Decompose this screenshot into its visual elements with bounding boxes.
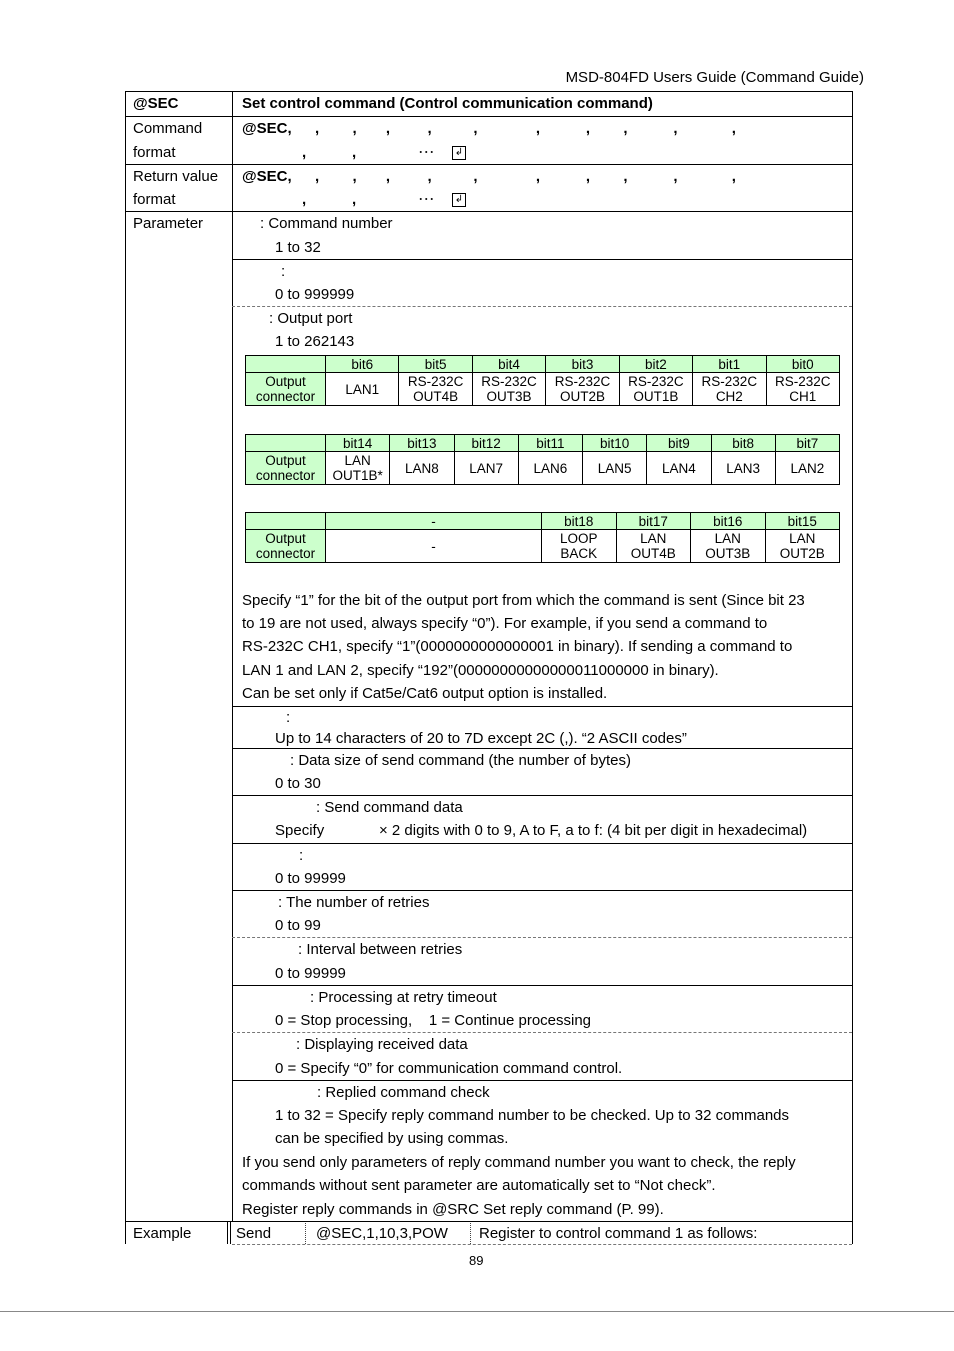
bit-header: bit15	[765, 513, 840, 530]
bit-header: -	[326, 513, 542, 530]
param-divider	[232, 937, 852, 938]
command-title: Set control command (Control communication command)	[242, 95, 653, 112]
param-description: : Data size of send command (the number of bytes)	[290, 752, 631, 769]
param-range: Specify	[275, 822, 325, 839]
connector-cell: LAN2	[775, 452, 839, 485]
bit-header: bit14	[326, 435, 390, 452]
bit-header: bit5	[399, 356, 472, 373]
command-name: @SEC	[133, 95, 179, 112]
divider	[125, 164, 852, 165]
connector-cell: RS-232C OUT3B	[472, 373, 545, 406]
note-line: commands without sent parameter are automatically set to “Not check”.	[242, 1177, 716, 1194]
param-divider	[232, 1032, 852, 1033]
footer-rule	[0, 1311, 954, 1312]
divider	[125, 1221, 852, 1222]
param-range: 1 to 32 = Specify reply command number to be checked. Up to 32 commands	[275, 1107, 790, 1124]
connector-cell: LAN4	[647, 452, 711, 485]
param-range: 1 to 32	[275, 239, 321, 256]
bit-header: bit6	[326, 356, 399, 373]
connector-cell: LOOP BACK	[542, 530, 617, 563]
connector-cell: LAN1	[326, 373, 399, 406]
bit-header: bit10	[583, 435, 647, 452]
bit-table	[245, 512, 840, 563]
connector-cell: RS-232C OUT1B	[619, 373, 692, 406]
connector-cell: LAN3	[711, 452, 775, 485]
column-divider	[227, 1221, 228, 1244]
param-description: : The number of retries	[278, 894, 430, 911]
parameter-label: Parameter	[133, 215, 204, 232]
return-format-label: format	[133, 191, 176, 208]
format-separators: , , , , , , , , , ,	[315, 168, 736, 185]
param-divider	[232, 1080, 852, 1081]
connector-cell: LAN OUT2B	[765, 530, 840, 563]
param-range: × 2 digits with 0 to 9, A to F, a to f: (4 bit per digit in hexadecimal)	[379, 822, 808, 839]
param-description: : Command number	[260, 215, 393, 232]
format-separators: , ,	[302, 191, 357, 208]
format-prefix: @SEC,	[242, 120, 292, 137]
bit-header-blank	[246, 513, 326, 530]
return-icon: ↲	[452, 146, 466, 160]
divider	[232, 1244, 852, 1245]
param-range: 0 to 99	[275, 917, 321, 934]
note-line: to 19 are not used, always specify “0”). For example, if you send a command to	[242, 615, 768, 632]
param-divider	[232, 843, 852, 844]
param-description: :	[286, 709, 291, 726]
param-description: : Displaying received data	[296, 1036, 468, 1053]
param-range: 1 to 262143	[275, 333, 355, 350]
example-divider	[470, 1223, 471, 1244]
row-label: Output connector	[246, 373, 326, 406]
page-number: 89	[469, 1253, 484, 1268]
format-separators: , ,	[302, 144, 357, 161]
bit-header: bit7	[775, 435, 839, 452]
command-format-label: format	[133, 144, 176, 161]
bit-header: bit18	[542, 513, 617, 530]
note-line: Register reply commands in @SRC Set reply command (P. 99).	[242, 1201, 664, 1218]
param-range: 0 to 30	[275, 775, 321, 792]
connector-cell: RS-232C OUT2B	[546, 373, 619, 406]
divider	[125, 116, 852, 117]
example-command: @SEC,1,10,3,POW	[316, 1225, 448, 1242]
page-header: MSD-804FD Users Guide (Command Guide)	[565, 69, 864, 86]
connector-cell: RS-232C CH1	[766, 373, 839, 406]
note-line: RS-232C CH1, specify “1”(0000000000000001 in binary). If sending a command to	[242, 638, 793, 655]
return-format-label: Return value	[133, 168, 219, 185]
example-direction: Send	[236, 1225, 272, 1242]
note-line: LAN 1 and LAN 2, specify “192”(00000000000000011000000 in binary).	[242, 662, 719, 679]
param-range: Up to 14 characters of 20 to 7D except 2C (,). “2 ASCII codes”	[275, 730, 687, 747]
note-line: Specify “1” for the bit of the output port from which the command is sent (Since bit 23	[242, 592, 805, 609]
param-range: can be specified by using commas.	[275, 1130, 509, 1147]
format-separators: , , , , , , , , , ,	[315, 120, 736, 137]
return-icon: ↲	[452, 193, 466, 207]
param-description: : Send command data	[316, 799, 463, 816]
bit-header: bit3	[546, 356, 619, 373]
bit-header: bit4	[472, 356, 545, 373]
command-format-label: Command	[133, 120, 203, 137]
param-divider	[232, 985, 852, 986]
param-description: :	[281, 263, 286, 280]
connector-cell: LAN7	[454, 452, 518, 485]
bit-header-blank	[246, 356, 326, 373]
connector-cell: LAN OUT4B	[616, 530, 691, 563]
param-range: 0 to 99999	[275, 965, 346, 982]
param-divider	[232, 890, 852, 891]
bit-header: bit12	[454, 435, 518, 452]
param-divider	[232, 748, 852, 749]
connector-cell: LAN6	[518, 452, 582, 485]
format-prefix: @SEC,	[242, 168, 292, 185]
row-label: Output connector	[246, 452, 326, 485]
bit-header: bit9	[647, 435, 711, 452]
param-divider	[232, 706, 852, 707]
connector-cell: LAN OUT1B*	[326, 452, 390, 485]
format-ellipsis: ･･･	[418, 147, 435, 159]
param-range: 0 to 999999	[275, 286, 355, 303]
format-ellipsis: ･･･	[418, 194, 435, 206]
bit-header: bit2	[619, 356, 692, 373]
param-description: : Output port	[269, 310, 353, 327]
param-range: 0 = Stop processing, 1 = Continue processing	[275, 1012, 592, 1029]
connector-cell: LAN OUT3B	[691, 530, 766, 563]
param-divider	[232, 306, 852, 307]
bit-header: bit17	[616, 513, 691, 530]
param-description: : Replied command check	[317, 1084, 490, 1101]
param-range: 0 = Specify “0” for communication command control.	[275, 1060, 623, 1077]
connector-cell: RS-232C CH2	[693, 373, 766, 406]
bit-header: bit0	[766, 356, 839, 373]
bit-table	[245, 355, 840, 406]
row-label: Output connector	[246, 530, 326, 563]
example-description: Register to control command 1 as follows:	[479, 1225, 758, 1242]
bit-header: bit8	[711, 435, 775, 452]
bit-header-blank	[246, 435, 326, 452]
table-top-border	[125, 91, 852, 92]
bit-header: bit13	[390, 435, 454, 452]
bit-table	[245, 434, 840, 485]
bit-header: bit1	[693, 356, 766, 373]
connector-cell: LAN5	[583, 452, 647, 485]
divider	[125, 211, 852, 212]
example-divider	[305, 1223, 306, 1244]
param-divider	[232, 795, 852, 796]
param-description: : Processing at retry timeout	[310, 989, 497, 1006]
connector-cell: RS-232C OUT4B	[399, 373, 472, 406]
example-label: Example	[133, 1225, 192, 1242]
connector-cell: -	[326, 530, 542, 563]
column-divider	[232, 91, 233, 1221]
table-right-border	[852, 91, 853, 1244]
column-divider	[230, 1221, 231, 1244]
connector-cell: LAN8	[390, 452, 454, 485]
table-left-border	[125, 91, 126, 1244]
bit-header: bit16	[691, 513, 766, 530]
param-description: :	[299, 847, 304, 864]
note-line: If you send only parameters of reply command number you want to check, the reply	[242, 1154, 796, 1171]
bit-header: bit11	[518, 435, 582, 452]
param-description: : Interval between retries	[298, 941, 463, 958]
note-line: Can be set only if Cat5e/Cat6 output option is installed.	[242, 685, 608, 702]
param-divider	[232, 259, 852, 260]
param-range: 0 to 99999	[275, 870, 346, 887]
